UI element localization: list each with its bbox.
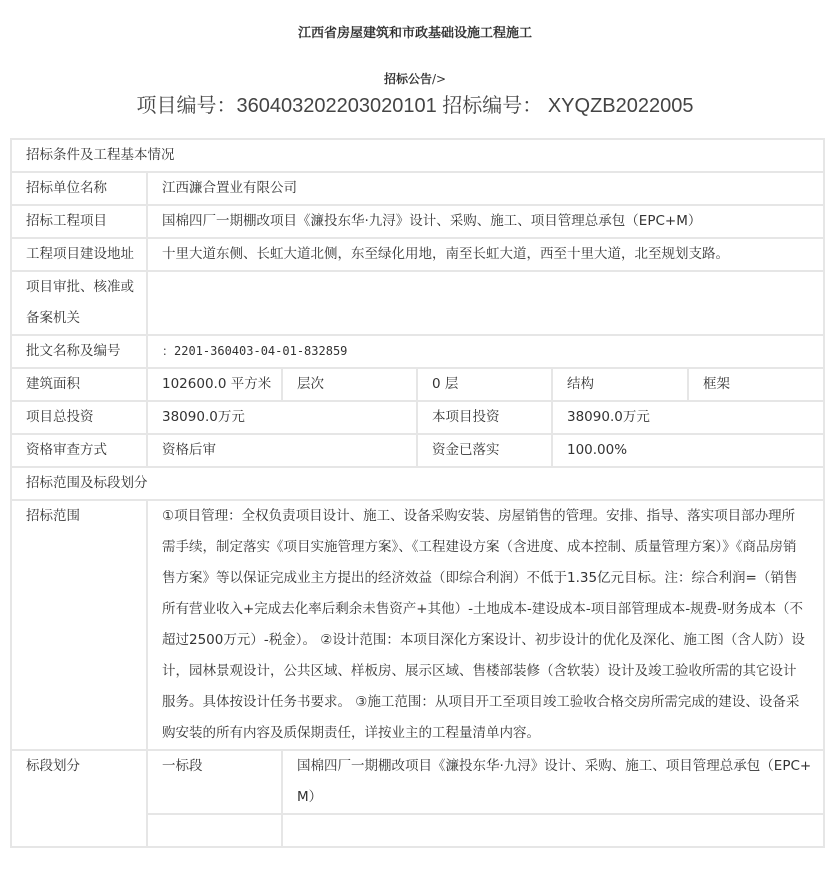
project-value: 国棉四厂一期棚改项目《濂投东华·九浔》设计、采购、施工、项目管理总承包（EPC+M） [147,205,824,238]
table-row [11,172,824,205]
tender-info-table [10,138,825,848]
table-row [11,368,824,401]
funds-value: 100.00% [552,434,824,467]
structure-value: 框架 [688,368,824,401]
scope-label: 招标范围 [11,500,147,750]
approval-doc-label: 批文名称及编号 [11,335,147,368]
table-row [11,500,824,750]
funds-label: 资金已落实 [417,434,552,467]
table-row [11,434,824,467]
table-row [11,139,824,172]
structure-label: 结构 [552,368,688,401]
site-label: 工程项目建设地址 [11,238,147,271]
table-row [11,335,824,368]
table-row [11,238,824,271]
table-row [11,467,824,500]
lot-description-empty [282,814,824,847]
project-no-label: 项目编号： [136,95,237,117]
lot-name: 一标段 [147,750,282,814]
section-heading: 招标范围及标段划分 [11,467,824,500]
lot-description: 国棉四厂一期棚改项目《濂投东华·九浔》设计、采购、施工、项目管理总承包（EPC+M） [282,750,824,814]
this-invest-value: 38090.0万元 [552,401,824,434]
lots-label: 标段划分 [11,750,147,847]
subtitle-text: 招标公告 [383,72,432,86]
qual-value: 资格后审 [147,434,417,467]
approval-org-value [147,271,824,335]
table-row [11,401,824,434]
page-title: 江西省房屋建筑和市政基础设施工程施工 [297,26,532,41]
area-label: 建筑面积 [11,368,147,401]
tenderer-value: 江西濂合置业有限公司 [147,172,824,205]
project-codes [0,89,830,118]
approval-org-label: 项目审批、核准或备案机关 [11,271,147,335]
total-invest-label: 项目总投资 [11,401,147,434]
floors-value: 0 层 [417,368,552,401]
floors-label: 层次 [282,368,417,401]
total-invest-value: 38090.0万元 [147,401,417,434]
notice-subtitle [0,70,830,87]
table-row [11,205,824,238]
lot-name-empty [147,814,282,847]
table-row [11,750,824,814]
qual-label: 资格审查方式 [11,434,147,467]
tenderer-label: 招标单位名称 [11,172,147,205]
table-row [11,271,824,335]
section-heading: 招标条件及工程基本情况 [11,139,824,172]
project-label: 招标工程项目 [11,205,147,238]
project-no: 36040320220302010​1 [236,95,437,117]
site-value: 十里大道东侧、长虹大道北侧，东至绿化用地，南至长虹大道，西至十里大道，北至规划支路。 [147,238,824,271]
tender-no-label: 招标编号： [442,95,543,117]
area-value: 102600.0 平方米 [147,368,282,401]
scope-value: ①项目管理：全权负责项目设计、施工、设备采购安装、房屋销售的管理。安排、指导、落实项目部办理所需手续，制定落实《项目实施管理方案》、《工程建设方案（含进度、成本控制、质量管理方案）》《商品房销售方案》等以保证完成业主方提出的经济效益（即综合利润）不低于1.35亿元目标。注：综合利润=（销售所有营业收入+完成去化率后剩余未售资产+其他）-土地成本-建设成本-项目部管理成本-规费-财务成本（不超过2500万元）-税金）。 ②设计范围：本项目深化方案设计、初步设计的优化及深化、施工图（含人防）设计，园林景观设计，公共区域、样板房、展示区域、售楼部装修（含软装）设计及竣工验收所需的其它设计服务。具体按设计任务书要求。 ③施工范围：从项目开工至项目竣工验收合格交房所需完成的建设、设备采购安装的所有内容及质保期责任，详按业主的工程量清单内容。 [147,500,824,750]
this-invest-label: 本项目投资 [417,401,552,434]
subtitle-tail: /> [431,72,447,86]
tender-no: XYQZB2022005 [547,95,694,117]
approval-doc-value: ：2201-360403-04-01-832859 [147,335,824,368]
